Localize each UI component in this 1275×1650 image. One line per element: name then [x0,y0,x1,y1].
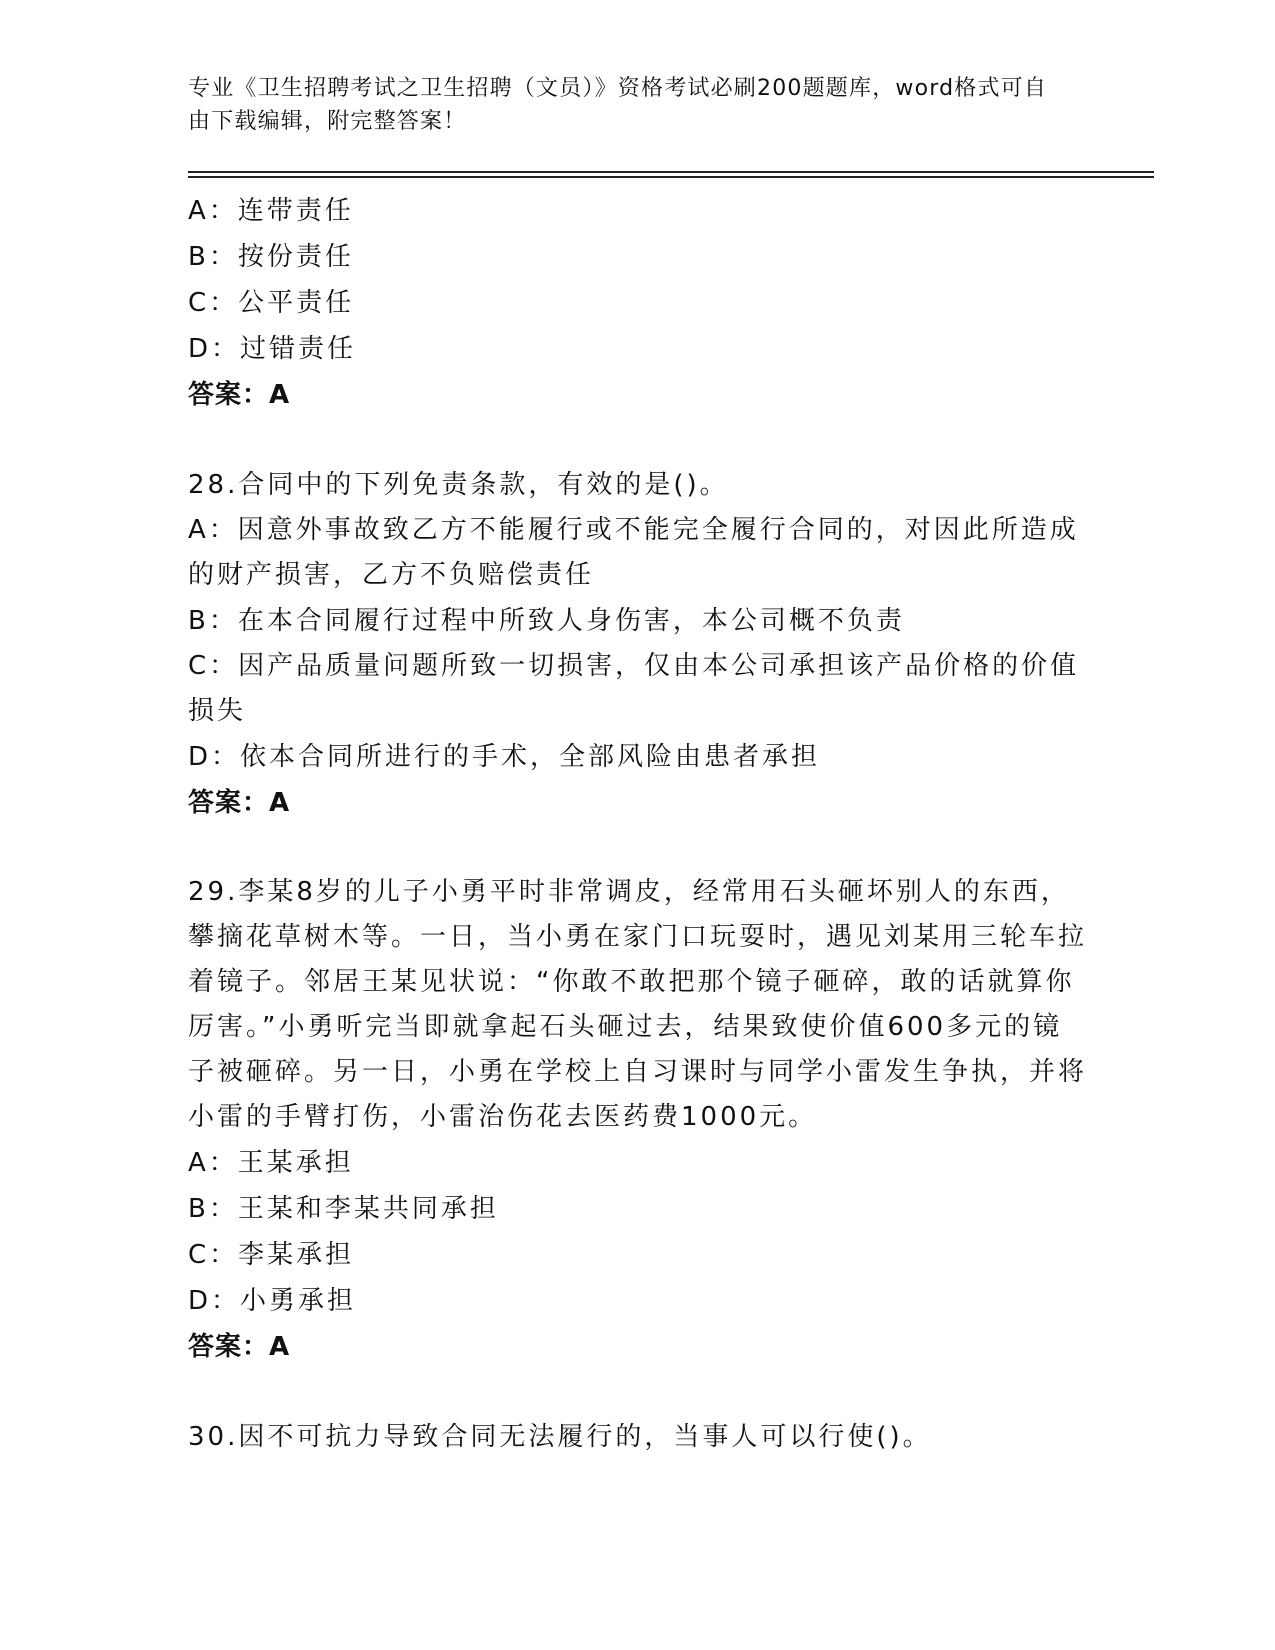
header-rule-bottom [188,176,1154,178]
option-c: C：因产品质量问题所致一切损害，仅由本公司承担该产品价格的价值损失 [188,651,1080,726]
option-a: A：连带责任 [188,196,354,226]
spacer [188,418,1088,462]
option-b: B：王某和李某共同承担 [188,1194,499,1224]
option-a: A：因意外事故致乙方不能履行或不能完全履行合同的，对因此所造成的财产损害，乙方不负赔偿责任 [188,515,1079,590]
question-28 [188,462,1088,826]
option-c: C：李某承担 [188,1240,355,1270]
question-30-stem: 30.因不可抗力导致合同无法履行的，当事人可以行使()。 [188,1422,932,1452]
answer-27: 答案：A [188,380,291,410]
option-c: C：公平责任 [188,288,355,318]
question-27-options [188,188,1088,418]
question-29-stem: 29.李某8岁的儿子小勇平时非常调皮，经常用石头砸坏别人的东西，攀摘花草树木等。一日，当小勇在家门口玩耍时，遇见刘某用三轮车拉着镜子。邻居王某见状说：“你敢不敢把那个镜子砸碎，敢的话就算你厉害。”小勇听完当即就拿起石头砸过去，结果致使价值600多元的镜子被砸碎。另一日，小勇在学校上自习课时与同学小雷发生争执，并将小雷的手臂打伤，小雷治伤花去医药费1000元。 [188,877,1088,1132]
option-d: D：依本合同所进行的手术，全部风险由患者承担 [188,742,821,772]
option-b: B：在本合同履行过程中所致人身伤害，本公司概不负责 [188,606,905,636]
answer-29: 答案：A [188,1332,291,1362]
question-29 [188,870,1088,1370]
question-30 [188,1414,1088,1460]
spacer [188,1370,1088,1414]
answer-28: 答案：A [188,788,291,818]
option-d: D：小勇承担 [188,1286,357,1316]
spacer [188,826,1088,870]
option-d: D：过错责任 [188,334,357,364]
option-b: B：按份责任 [188,242,354,272]
header-rule-top [188,171,1154,173]
option-a: A：王某承担 [188,1148,354,1178]
question-28-stem: 28.合同中的下列免责条款，有效的是()。 [188,470,729,500]
question-content [188,188,1088,1460]
document-header: 专业《卫生招聘考试之卫生招聘（文员）》资格考试必刷200题题库，word格式可自由下载编辑，附完整答案！ [188,76,1048,134]
